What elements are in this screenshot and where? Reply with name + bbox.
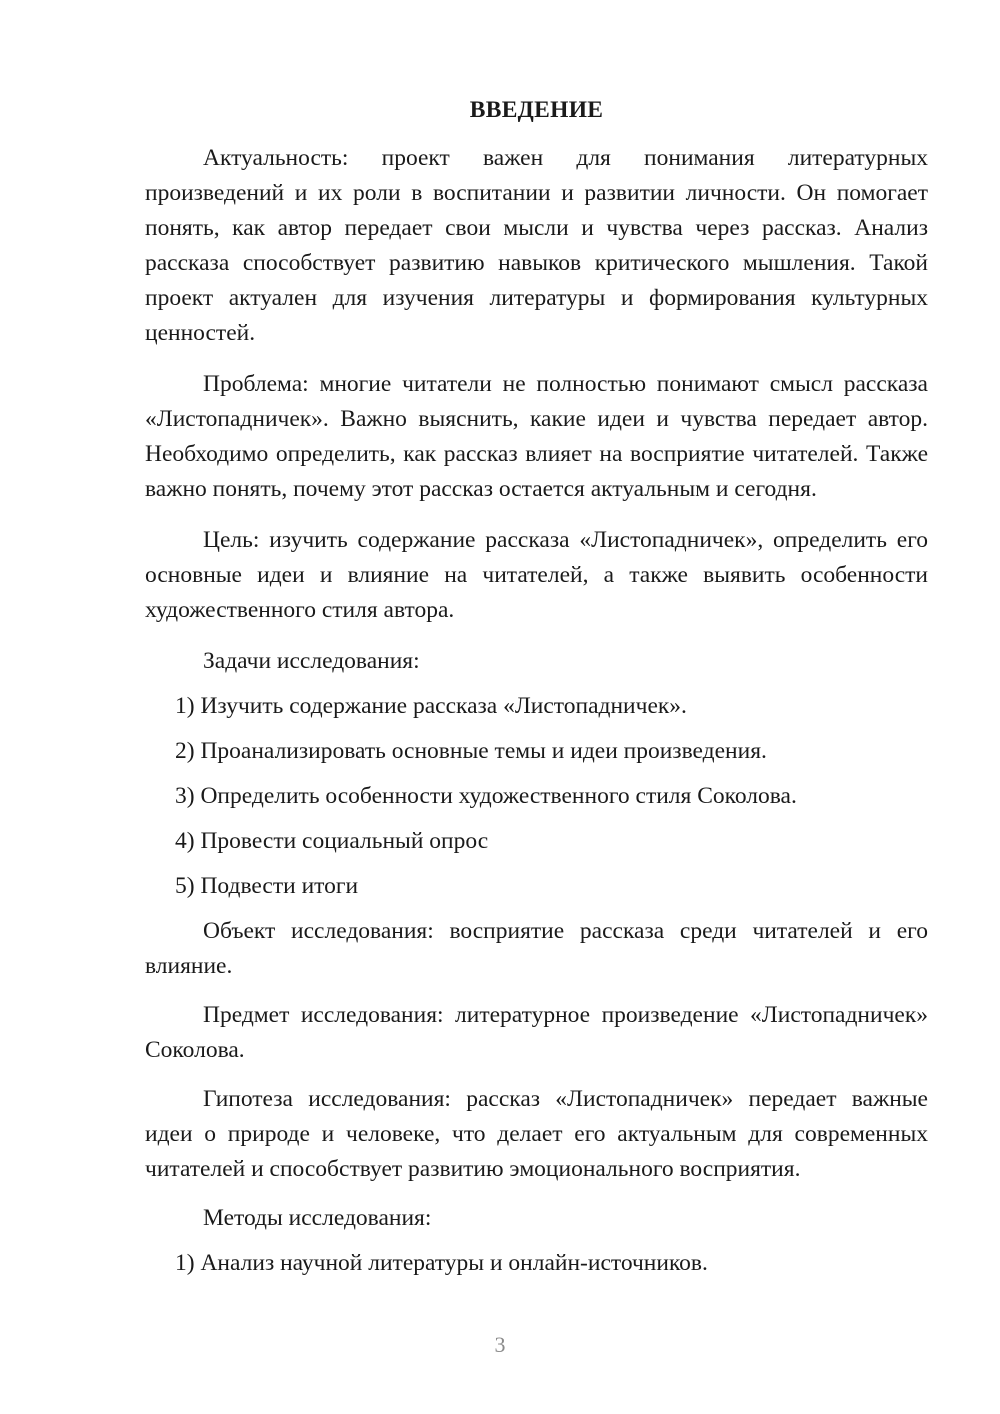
document-page: [145, 92, 928, 1291]
problem-paragraph: Проблема: многие читатели не полностью понимают смысл рассказа «Листопадничек». Важно выяснить, какие идеи и чувства передает автор. Необходимо определить, как рассказ влияет на восприятие читателей. Также важно понять, почему этот рассказ остается актуальным и сегодня.: [145, 371, 928, 502]
goal-paragraph: Цель: изучить содержание рассказа «Листопадничек», определить его основные идеи и влияние на читателей, а также выявить особенности художественного стиля автора.: [145, 527, 928, 623]
tasks-list: [145, 689, 928, 904]
list-item: 1) Изучить содержание рассказа «Листопадничек».: [175, 693, 687, 719]
tasks-heading: Задачи исследования:: [203, 648, 420, 674]
list-item: 2) Проанализировать основные темы и идеи произведения.: [175, 738, 767, 764]
relevance-paragraph: Актуальность: проект важен для понимания литературных произведений и их роли в воспитании и развитии личности. Он помогает понять, как автор передает свои мысли и чувства через рассказ. Анализ рассказа способствует развитию навыков критического мышления. Такой проект актуален для изучения литературы и формирования культурных ценностей.: [145, 145, 928, 346]
methods-heading: Методы исследования:: [203, 1205, 432, 1231]
object-paragraph: Объект исследования: восприятие рассказа среди читателей и его влияние.: [145, 918, 928, 979]
section-title: ВВЕДЕНИЕ: [469, 97, 604, 123]
subject-paragraph: Предмет исследования: литературное произведение «Листопадничек» Соколова.: [145, 1002, 928, 1063]
list-item: 4) Провести социальный опрос: [175, 828, 489, 854]
methods-list: [145, 1246, 928, 1281]
list-item: 3) Определить особенности художественного стиля Соколова.: [175, 783, 797, 809]
hypothesis-paragraph: Гипотеза исследования: рассказ «Листопадничек» передает важные идеи о природе и человеке, что делает его актуальным для современных читателей и способствует развитию эмоционального восприятия.: [145, 1086, 928, 1182]
page-number: 3: [494, 1332, 506, 1357]
list-item: 5) Подвести итоги: [175, 873, 359, 899]
list-item: 1) Анализ научной литературы и онлайн-источников.: [175, 1250, 708, 1276]
